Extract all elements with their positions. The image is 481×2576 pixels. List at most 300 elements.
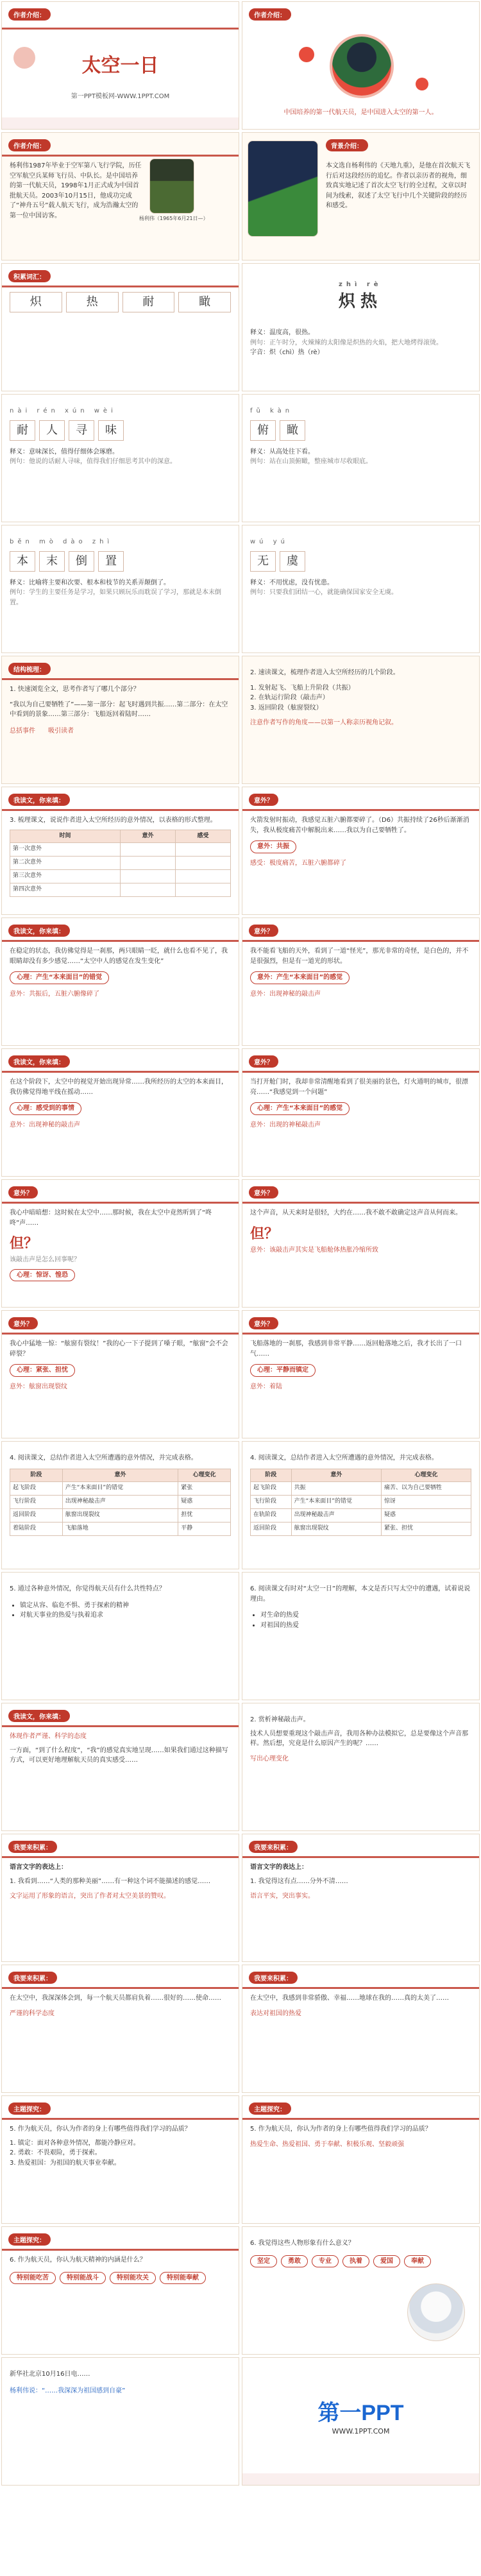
explore-3-left-bar	[2, 1071, 239, 1073]
slide-explore-1-left	[1, 787, 239, 915]
tag: 勇敢	[281, 2255, 308, 2268]
words-1-grid	[10, 292, 231, 384]
language-left-note: 文字运用了形象的语言，突出了作者对太空美景的赞叹。	[10, 1893, 170, 1900]
background-right-badge: 背景介绍：	[326, 139, 368, 151]
theme-right-header	[249, 2101, 291, 2115]
char-2: 虞	[280, 551, 305, 572]
language-left-text: 1. 我看到……“人类的那种美丽”……有一种这个词不能描述的感觉……	[10, 1877, 211, 1885]
row-11	[0, 1309, 481, 1440]
explore-6-right-text: 技术人员想要重现这个敲击声音，我用各种办法模拟它，总是要像这个声音那样。然后想，究竟是什么原因产生的呢？……	[250, 1730, 468, 1747]
language-left-body	[10, 1863, 231, 1955]
slide-background-right	[242, 132, 480, 260]
explore-6-left-badge: 我读文，你来填：	[8, 1710, 70, 1722]
slide-cover	[1, 1, 239, 130]
words-2-right-note-1: 释义：从高处往下看。	[250, 448, 314, 456]
table-cell: 紧张	[178, 1482, 231, 1496]
theme-2-left-bar	[2, 2249, 239, 2251]
ending-left-note: 杨利伟说：“……我深深为祖国感到自豪”	[10, 2387, 126, 2394]
table-cell: 第四次意外	[10, 883, 121, 897]
ending-brand: 第一PPT	[317, 2401, 404, 2425]
ending-foot	[242, 2473, 479, 2485]
table-head-cell: 感受	[175, 830, 230, 843]
table-cell: 飞行阶段	[10, 1496, 63, 1509]
explore-3-left-feel: 意外：出现神秘的敲击声	[10, 1121, 80, 1129]
summary-right-body	[250, 1453, 471, 1562]
explore-3-right-header	[249, 1054, 278, 1068]
explore-4-left-header	[8, 1185, 38, 1199]
theme-right-note: 热爱生命、热爱祖国、勇于奉献、积极乐观、坚毅顽强	[250, 2140, 404, 2148]
explore-6-left-question: 体现作者严谨、科学的态度	[10, 1733, 87, 1740]
author-left-bar	[2, 155, 239, 157]
structure-left-header	[8, 661, 51, 676]
explore-3-right-bar	[242, 1071, 479, 1073]
table-head-cell: 心理变化	[178, 1469, 231, 1482]
tile-2: 热	[66, 292, 119, 312]
row-4	[0, 393, 481, 524]
table-cell	[120, 857, 175, 870]
language-2-right-header	[249, 1970, 298, 1984]
astronaut-icon	[407, 2283, 465, 2341]
table-row	[251, 1482, 471, 1496]
table-cell: 出现神秘敲击声	[291, 1509, 381, 1523]
structure-left-body	[10, 685, 231, 777]
structure-left-summary-a: 总括事件	[10, 727, 35, 735]
table-head-cell: 意外	[291, 1469, 381, 1482]
words-1-note-1: 释义：温度高，很热。	[250, 329, 314, 336]
slide-language-left	[1, 1834, 239, 1962]
explore-5-right-feel: 意外：着陆	[250, 1383, 282, 1390]
theme-2-left-badge: 主题探究：	[8, 2233, 51, 2246]
explore-4-right-text: 这个声音，从天来时是很轻，大约在……我不敢不敢确定这声音从何而来。	[250, 1209, 462, 1216]
slide-explore-3-left	[1, 1048, 239, 1177]
explore-2-left-body	[10, 946, 231, 1039]
explore-1-right-body	[250, 815, 471, 908]
author-name-caption: 杨利伟（1965年6月21日—）	[139, 216, 208, 221]
row-16	[0, 1963, 481, 2094]
summary-left-table	[10, 1469, 231, 1537]
theme-2-right-tags	[250, 2255, 471, 2268]
explore-2-right-badge: 意外？	[249, 925, 278, 937]
explore-3-right-feel: 意外：出现的神秘敲击声	[250, 1121, 321, 1129]
table-head	[251, 1469, 471, 1482]
table-cell: 第三次意外	[10, 870, 121, 883]
words-1-pinyin: zhì rè	[339, 281, 382, 288]
table-cell: 在轨阶段	[251, 1509, 292, 1523]
author-left-badge: 作者介绍：	[8, 139, 51, 151]
table-cell	[175, 870, 230, 883]
words-3-right-tiles	[250, 551, 471, 572]
structure-right-item-1: 1. 发射起飞、飞船上升阶段（共振）	[250, 684, 355, 692]
explore-5-left-header	[8, 1316, 38, 1330]
question-5-right-body	[250, 1584, 471, 1693]
ending-left-text: 新华社北京10月16日电……	[10, 2371, 90, 2378]
row-5	[0, 524, 481, 654]
question-5-left-body	[10, 1584, 231, 1693]
slide-explore-4-right	[242, 1179, 480, 1308]
explore-5-left-feel: 意外：舷窗出现裂纹	[10, 1383, 67, 1390]
explore-2-right-bar	[242, 940, 479, 942]
explore-5-right-badge: 意外？	[249, 1317, 278, 1329]
explore-3-right-body	[250, 1077, 471, 1170]
explore-1-left-badge: 我读文，你来填：	[8, 794, 70, 806]
slide-language-2-right	[242, 1965, 480, 2093]
explore-4-left-bar	[2, 1202, 239, 1204]
char-4: 味	[98, 420, 124, 441]
table-row	[10, 857, 231, 870]
tag: 奉献	[404, 2255, 431, 2268]
theme-right-bar	[242, 2118, 479, 2120]
slide-words-3-left	[1, 525, 239, 653]
question-5-left-list	[10, 1601, 231, 1621]
row-1	[0, 0, 481, 131]
author-right-caption: 中国培养的第一代航天员，是中国进入太空的第一人。	[283, 109, 438, 116]
list-item: • 对祖国的热爱	[260, 1621, 471, 1631]
structure-left-question: 1. 快速浏览全文，思考作者写了哪几个部分？	[10, 686, 140, 693]
table-cell: 出现神秘敲击声	[62, 1496, 178, 1509]
slide-words-1-right	[242, 263, 480, 391]
words-1-right-title	[339, 281, 383, 311]
explore-2-right-header	[249, 923, 278, 937]
structure-right-question: 2. 速读课文，梳理作者进入太空所经历的几个阶段。	[250, 669, 400, 676]
language-left-bar	[2, 1856, 239, 1858]
author-photo-icon	[332, 37, 391, 96]
explore-4-left-label: 心理：惊讶、惶恐	[10, 1269, 75, 1282]
explore-1-left-header	[8, 792, 70, 806]
words-1-header	[8, 269, 51, 283]
theme-left-item-3: 3. 热爱祖国：为祖国的航天事业奉献。	[10, 2159, 121, 2167]
explore-1-left-body	[10, 815, 231, 908]
table-cell: 飞船落地	[62, 1523, 178, 1536]
row-15	[0, 1832, 481, 1963]
table-row	[251, 1523, 471, 1536]
explore-6-left-text: 一方面，“到了什么程度”，“我”的感觉真实地呈现……如果我们通过这种描写方式，可以更好地理解航天员的真实感受……	[10, 1746, 228, 1764]
language-2-left-badge: 我要来积累：	[8, 1972, 57, 1984]
question-5-right-list	[250, 1610, 471, 1630]
language-right-header	[249, 1839, 298, 1854]
explore-1-right-header	[249, 792, 278, 806]
table-cell: 共振	[291, 1482, 381, 1496]
row-17	[0, 2094, 481, 2225]
theme-2-left-tags	[10, 2272, 231, 2285]
words-1-word: 炽热	[339, 292, 383, 311]
tag: 特别能奉献	[160, 2272, 206, 2285]
structure-left-summary	[10, 726, 231, 737]
structure-left-bar	[2, 678, 239, 680]
words-2-right-tiles	[250, 420, 471, 441]
explore-5-left-body	[10, 1339, 231, 1431]
table-cell: 平静	[178, 1523, 231, 1536]
slide-explore-2-right	[242, 917, 480, 1046]
tag: 坚定	[250, 2255, 277, 2268]
row-9	[0, 1047, 481, 1178]
slide-author-right	[242, 1, 480, 130]
language-2-right-bar	[242, 1987, 479, 1989]
ending-sub: WWW.1PPT.COM	[332, 2427, 390, 2435]
table-cell: 返回阶段	[251, 1523, 292, 1536]
slide-words-1-left	[1, 263, 239, 391]
table-cell: 第二次意外	[10, 857, 121, 870]
char-2: 末	[39, 551, 65, 572]
slide-cover-header	[8, 7, 51, 21]
language-2-right-badge: 我要来积累：	[249, 1972, 298, 1984]
theme-left-text: 5. 作为航天员，你认为作者的身上有哪些值得我们学习的品质？	[10, 2126, 191, 2133]
list-item: • 对生命的热爱	[260, 1610, 471, 1621]
theme-2-right-body	[250, 2239, 471, 2348]
cover-badge: 作者介绍：	[8, 8, 51, 21]
slide-structure-left	[1, 656, 239, 784]
explore-4-left-text: 我心中暗暗想：这时候在太空中……那时候，我在太空中竟然听到了“咚咚”声……	[10, 1209, 212, 1227]
slide-theme-2-right	[242, 2226, 480, 2355]
row-10	[0, 1178, 481, 1309]
table-cell	[175, 857, 230, 870]
summary-right-table	[250, 1469, 471, 1537]
explore-4-left-body	[10, 1208, 231, 1301]
language-2-right-body	[250, 1993, 471, 2086]
tile-3: 耐	[122, 292, 175, 312]
slide-explore-1-right	[242, 787, 480, 915]
slide-explore-4-left	[1, 1179, 239, 1308]
list-item: • 镇定从容、临危不惧、勇于探索的精神	[20, 1601, 231, 1611]
explore-4-left-badge: 意外？	[8, 1186, 38, 1198]
explore-2-left-header	[8, 923, 70, 937]
explore-5-left-badge: 意外？	[8, 1317, 38, 1329]
table-cell	[120, 870, 175, 883]
table-row	[10, 1482, 231, 1496]
explore-2-right-body	[250, 946, 471, 1039]
explore-3-left-text: 在这个阶段下，太空中的视觉开始出现异常……我所经历的太空的本来面目，我仿佛觉得地平线在摇动……	[10, 1079, 228, 1096]
table-cell: 舷窗出现裂纹	[62, 1509, 178, 1523]
theme-left-item-2: 2. 勇敢：不畏艰险，勇于探索。	[10, 2149, 101, 2156]
structure-right-note: 注意作者写作的角度——以第一人称亲历视角记叙。	[250, 719, 398, 726]
explore-6-left-body	[10, 1732, 231, 1824]
theme-left-item-1: 1. 镇定：面对各种意外情况，都能冷静应对。	[10, 2139, 140, 2147]
table-head-cell: 阶段	[251, 1469, 292, 1482]
words-3-left-note-1: 释义：比喻将主要和次要、根本和枝节的关系弄颠倒了。	[10, 579, 170, 586]
char-4: 置	[98, 551, 124, 572]
table-row	[10, 1509, 231, 1523]
words-2-left-tiles	[10, 420, 231, 441]
language-right-badge: 我要来积累：	[249, 1841, 298, 1853]
author-dot-icon-1	[299, 47, 314, 62]
language-2-left-body	[10, 1993, 231, 2086]
table-cell: 第一次意外	[10, 843, 121, 857]
explore-4-left-note: 该敲击声是怎么回事呢？	[10, 1256, 80, 1264]
background-right-header	[326, 138, 368, 152]
words-1-bar	[2, 286, 239, 287]
table-head-cell: 心理变化	[382, 1469, 471, 1482]
row-13	[0, 1571, 481, 1702]
question-5-right-question: 6. 阅读课文有时对“太空一日”的理解，本文是否只写太空中的遭遇，试着说说理由。	[250, 1585, 471, 1603]
explore-1-left-bar	[2, 809, 239, 811]
explore-4-right-feel: 意外：该敲击声其实是飞船舱体热胀冷缩所致	[250, 1246, 378, 1254]
words-2-left-note-2: 例句：他说的话耐人寻味，值得我们仔细思考其中的深意。	[10, 458, 176, 465]
words-1-note-2: 例句：正午时分，火辣辣的太阳像是炽热的火焰，把大地烤得滚烫。	[250, 339, 443, 346]
words-2-left-note-1: 释义：意味深长，值得仔细体会琢磨。	[10, 448, 119, 456]
words-3-right-note-2: 例句：只要我们团结一心，就能确保国家安全无虞。	[250, 589, 398, 596]
explore-3-left-label: 心理：感受到的事情	[10, 1102, 81, 1115]
words-1-notes	[250, 328, 471, 384]
explore-2-right-feel: 意外：出现神秘的敲击声	[250, 990, 321, 998]
theme-right-body	[250, 2124, 471, 2217]
explore-3-right-text: 当打开舱门时，我却非常清醒地看到了很美丽的景色，灯火通明的城市，很漂亮……“我感觉到一个问题”	[250, 1079, 468, 1096]
table-cell: 产生“本来面目”的错觉	[291, 1496, 381, 1509]
row-2	[0, 131, 481, 262]
tile-1: 炽	[10, 292, 62, 312]
slide-author-left	[1, 132, 239, 260]
explore-5-right-bar	[242, 1333, 479, 1335]
words-3-left-note-2: 例句：学生的主要任务是学习，如果只顾玩乐而耽误了学习，那就是本末倒置。	[10, 589, 221, 606]
words-2-right-note-2: 例句：站在山顶俯瞰，整座城市尽收眼底。	[250, 458, 372, 465]
explore-1-right-badge: 意外？	[249, 794, 278, 806]
words-3-right-body	[250, 537, 471, 646]
theme-left-badge: 主题探究：	[8, 2103, 51, 2115]
summary-left-body	[10, 1453, 231, 1562]
slide-explore-6-left	[1, 1703, 239, 1831]
explore-3-left-badge: 我读文，你来填：	[8, 1055, 70, 1068]
cover-link: 第一PPT模板网-WWW.1PPT.COM	[71, 93, 170, 100]
theme-2-right-question: 6. 我觉得这些人物形象有什么意义？	[250, 2240, 355, 2247]
table-row	[10, 1523, 231, 1536]
slide-language-right	[242, 1834, 480, 1962]
words-3-right-note-1: 释义：不用忧虑，没有忧患。	[250, 579, 333, 586]
table-head-cell: 意外	[62, 1469, 178, 1482]
language-2-left-note: 严谨的科学态度	[10, 2009, 55, 2017]
explore-3-left-header	[8, 1054, 70, 1068]
table-cell	[120, 843, 175, 857]
tag: 特别能攻关	[110, 2272, 156, 2285]
language-right-title: 语言文字的表达上：	[250, 1864, 308, 1871]
char-1: 俯	[250, 420, 276, 441]
author-left-header	[8, 138, 51, 152]
slide-ending-left	[1, 2357, 239, 2486]
table-cell: 担忧	[178, 1509, 231, 1523]
structure-right-body	[250, 668, 471, 777]
row-3	[0, 262, 481, 393]
explore-2-left-text: 在稳定的状态，我仿佛觉得是一刹那，两只眼睛一眨，就什么也看不见了，我眼睛却没有多少感觉……“太空中人的感觉在发生变化”	[10, 948, 228, 965]
theme-left-bar	[2, 2118, 239, 2120]
row-7	[0, 785, 481, 916]
explore-4-left-question: 但？	[10, 1236, 38, 1252]
explore-4-right-bar	[242, 1202, 479, 1204]
words-3-left-tiles	[10, 551, 231, 572]
words-1-note-3: 字音：炽（chì）热（rè）	[250, 349, 324, 356]
table-row	[10, 843, 231, 857]
table-row	[10, 870, 231, 883]
words-2-left-pinyin: nài rén xún wèi	[10, 407, 117, 414]
slide-words-2-left	[1, 394, 239, 522]
explore-1-right-bar	[242, 809, 479, 811]
table-row	[251, 1509, 471, 1523]
explore-4-right-header	[249, 1185, 278, 1199]
table-cell: 起飞阶段	[251, 1482, 292, 1496]
explore-6-right-label: 写出心理变化	[250, 1755, 289, 1762]
char-1: 无	[250, 551, 276, 572]
theme-left-body	[10, 2124, 231, 2217]
author-right-header	[249, 7, 291, 21]
explore-1-right-label: 意外：共振	[250, 840, 296, 853]
slide-structure-right	[242, 656, 480, 784]
structure-left-summary-b: 吸引读者	[48, 727, 74, 735]
slide-explore-2-left	[1, 917, 239, 1046]
char-2: 人	[39, 420, 65, 441]
table-cell: 疑惑	[382, 1509, 471, 1523]
tag: 专业	[312, 2255, 339, 2268]
tag: 爱国	[373, 2255, 400, 2268]
explore-5-right-header	[249, 1316, 278, 1330]
table-row	[10, 883, 231, 897]
row-14	[0, 1702, 481, 1832]
slide-explore-3-right	[242, 1048, 480, 1177]
theme-left-header	[8, 2101, 51, 2115]
char-1: 本	[10, 551, 35, 572]
table-head	[10, 830, 231, 843]
words-3-right-pinyin: wú yú	[250, 538, 289, 545]
row-19	[0, 2356, 481, 2487]
cover-rocket-icon	[13, 47, 35, 69]
explore-6-left-bar	[2, 1725, 239, 1727]
char-3: 倒	[69, 551, 94, 572]
explore-4-right-question: 但？	[250, 1225, 279, 1242]
slide-summary-left	[1, 1441, 239, 1569]
table-head-cell: 阶段	[10, 1469, 63, 1482]
table-head	[10, 1469, 231, 1482]
explore-2-left-bar	[2, 940, 239, 942]
explore-6-right-body	[250, 1715, 471, 1824]
language-right-text: 1. 我觉得这有点……分外不清……	[250, 1877, 348, 1885]
table-cell: 惊讶	[382, 1496, 471, 1509]
explore-5-left-text: 我心中猛地一惊：“舷窗有裂纹！”我的心一下子提到了嗓子眼，“舷窗”会不会碎裂？	[10, 1340, 228, 1358]
slide-question-5-right	[242, 1572, 480, 1700]
explore-2-right-text: 我不能看飞船的天外，看到了一道“怪光”，那光非常的奇怪，是白色的，并不是很强烈，但是有一道光的形状。	[250, 948, 469, 965]
explore-3-right-badge: 意外？	[249, 1055, 278, 1068]
words-3-left-body	[10, 537, 231, 646]
language-left-badge: 我要来积累：	[8, 1841, 57, 1853]
table-cell: 返回阶段	[10, 1509, 63, 1523]
words-2-left-body	[10, 406, 231, 515]
language-2-right-text: 在太空中，我感到非常骄傲、幸福……地球在我的……真的太美了……	[250, 1995, 449, 2002]
author-dot-icon-2	[416, 78, 428, 90]
summary-left-question: 4. 阅读课文，总结作者进入太空所遭遇的意外情况，并完成表格。	[10, 1454, 198, 1462]
table-head-cell: 时间	[10, 830, 121, 843]
author-portrait-icon	[149, 158, 194, 214]
words-2-right-pinyin: fǔ kàn	[250, 407, 294, 414]
language-2-left-text: 在太空中，我深深体会到，每一个航天员都肩负着……很好的……使命……	[10, 1995, 221, 2002]
explore-1-left-question: 3. 梳理课文，说说作者进入太空所经历的意外情况，以表格的形式整理。	[10, 817, 217, 824]
table-cell: 舷窗出现裂纹	[291, 1523, 381, 1536]
explore-4-right-badge: 意外？	[249, 1186, 278, 1198]
structure-left-badge: 结构梳理：	[8, 663, 51, 675]
language-2-right-note: 表达对祖国的热爱	[250, 2009, 301, 2017]
slide-summary-right	[242, 1441, 480, 1569]
explore-2-left-feel: 意外：共振后，五脏六腑像碎了	[10, 990, 99, 998]
table-cell: 痛苦、以为自己要牺牲	[382, 1482, 471, 1496]
slide-question-5-left	[1, 1572, 239, 1700]
slide-explore-6-right	[242, 1703, 480, 1831]
slide-language-2-left	[1, 1965, 239, 2093]
cover-title: 太空一日	[81, 55, 159, 77]
structure-right-item-3: 3. 返回阶段（舷窗裂纹）	[250, 704, 323, 712]
table-cell	[175, 843, 230, 857]
words-2-right-body	[250, 406, 471, 515]
list-item: • 对航天事业的热爱与执着追求	[20, 1610, 231, 1621]
slide-words-3-right	[242, 525, 480, 653]
language-right-bar	[242, 1856, 479, 1858]
language-right-body	[250, 1863, 471, 1955]
table-row	[251, 1496, 471, 1509]
language-2-left-header	[8, 1970, 57, 1984]
summary-right-question: 4. 阅读课文，总结作者进入太空所遭遇的意外情况，并完成表格。	[250, 1454, 438, 1462]
slide-explore-5-right	[242, 1310, 480, 1438]
